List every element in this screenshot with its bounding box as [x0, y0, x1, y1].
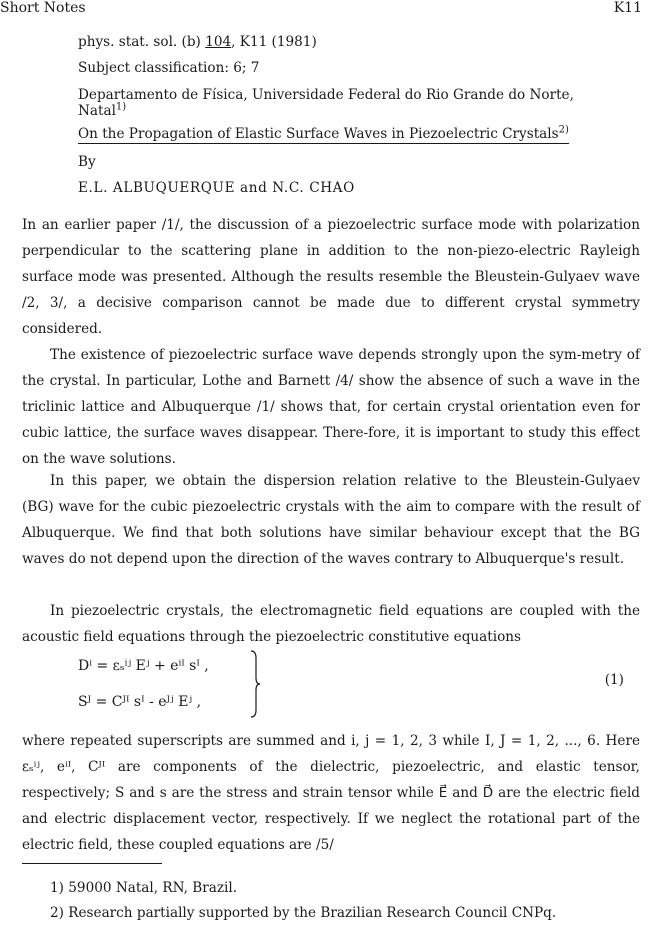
footnote-1: 1) 59000 Natal, RN, Brazil. [50, 880, 238, 896]
affiliation-footnote-mark: 1) [115, 101, 127, 113]
paper-title [78, 126, 569, 144]
subject-classification: Subject classification: 6; 7 [78, 60, 260, 76]
affiliation-city: Natal [78, 103, 116, 119]
paragraph-5: where repeated superscripts are summed and i, j = 1, 2, 3 while I, J = 1, 2, ..., 6. Here εₛⁱʲ, eⁱᴵ, Cᴶᴵ are components of the dielectric, piezoelectric, and elastic tensor, respectively; S and s are the stress and strain tensor while E⃗ and D⃗ are the electric field and electric displacement vector, respectively. If we neglect the rotational part of the electric field, these coupled equations are /5/ [22, 733, 640, 853]
running-head-left: Short Notes [0, 0, 86, 16]
paragraph-4: In piezoelectric crystals, the electromagnetic field equations are coupled with the acoustic field equations through the piezoelectric constitutive equations [22, 603, 640, 645]
affiliation-line-1: Departamento de Física, Universidade Federal do Rio Grande do Norte, [78, 87, 574, 103]
by-label: By [78, 154, 96, 170]
authors: E.L. ALBUQUERQUE and N.C. CHAO [78, 180, 355, 196]
page-number: K11 [613, 0, 642, 16]
equation-line-1: Dⁱ = εₛⁱʲ Eʲ + eⁱᴵ sᴵ , [78, 658, 209, 674]
right-brace [250, 650, 260, 718]
paragraph-1: In an earlier paper /1/, the discussion of a piezoelectric surface mode with polarization perpendicular to the scattering plane in addition to the non-piezo-electric Rayleigh surface mode was presented. Although the results resemble the Bleustein-Gulyaev wave /2, 3/, a decisive comparison cannot be made due to different crystal symmetry considered. [22, 217, 640, 337]
paragraph-2: The existence of piezoelectric surface wave depends strongly upon the sym-metry of the crystal. In particular, Lothe and Barnett /4/ show the absence of such a wave in the triclinic lattice and Albuquerque /1/ shows that, for certain crystal orientation even for cubic lattice, the surface waves disappear. There-fore, it is important to study this effect on the wave solutions. [22, 347, 640, 467]
affiliation-line-2 [78, 103, 126, 119]
title-footnote-mark: 2) [558, 124, 569, 136]
paragraph-3: In this paper, we obtain the dispersion relation relative to the Bleustein-Gulyaev (BG) wave for the cubic piezoelectric crystals with the aim to compare with the result of Albuquerque. We find that both solutions have similar behaviour except that the BG waves do not depend upon the direction of the waves contrary to Albuquerque's result. [22, 473, 640, 567]
equation-1 [78, 650, 638, 722]
citation-journal: phys. stat. sol. (b) [78, 34, 206, 50]
citation-rest: , K11 (1981) [231, 34, 317, 50]
citation-line [78, 34, 317, 50]
footnote-2: 2) Research partially supported by the Brazilian Research Council CNPq. [50, 905, 557, 921]
paper-title-text: On the Propagation of Elastic Surface Waves in Piezoelectric Crystals [78, 126, 559, 142]
citation-volume: 104 [205, 34, 232, 50]
equation-line-2: Sᴶ = Cᴶᴵ sᴵ - eᴶʲ Eʲ , [78, 694, 202, 710]
equation-number: (1) [604, 672, 624, 688]
footnote-rule [22, 863, 162, 864]
